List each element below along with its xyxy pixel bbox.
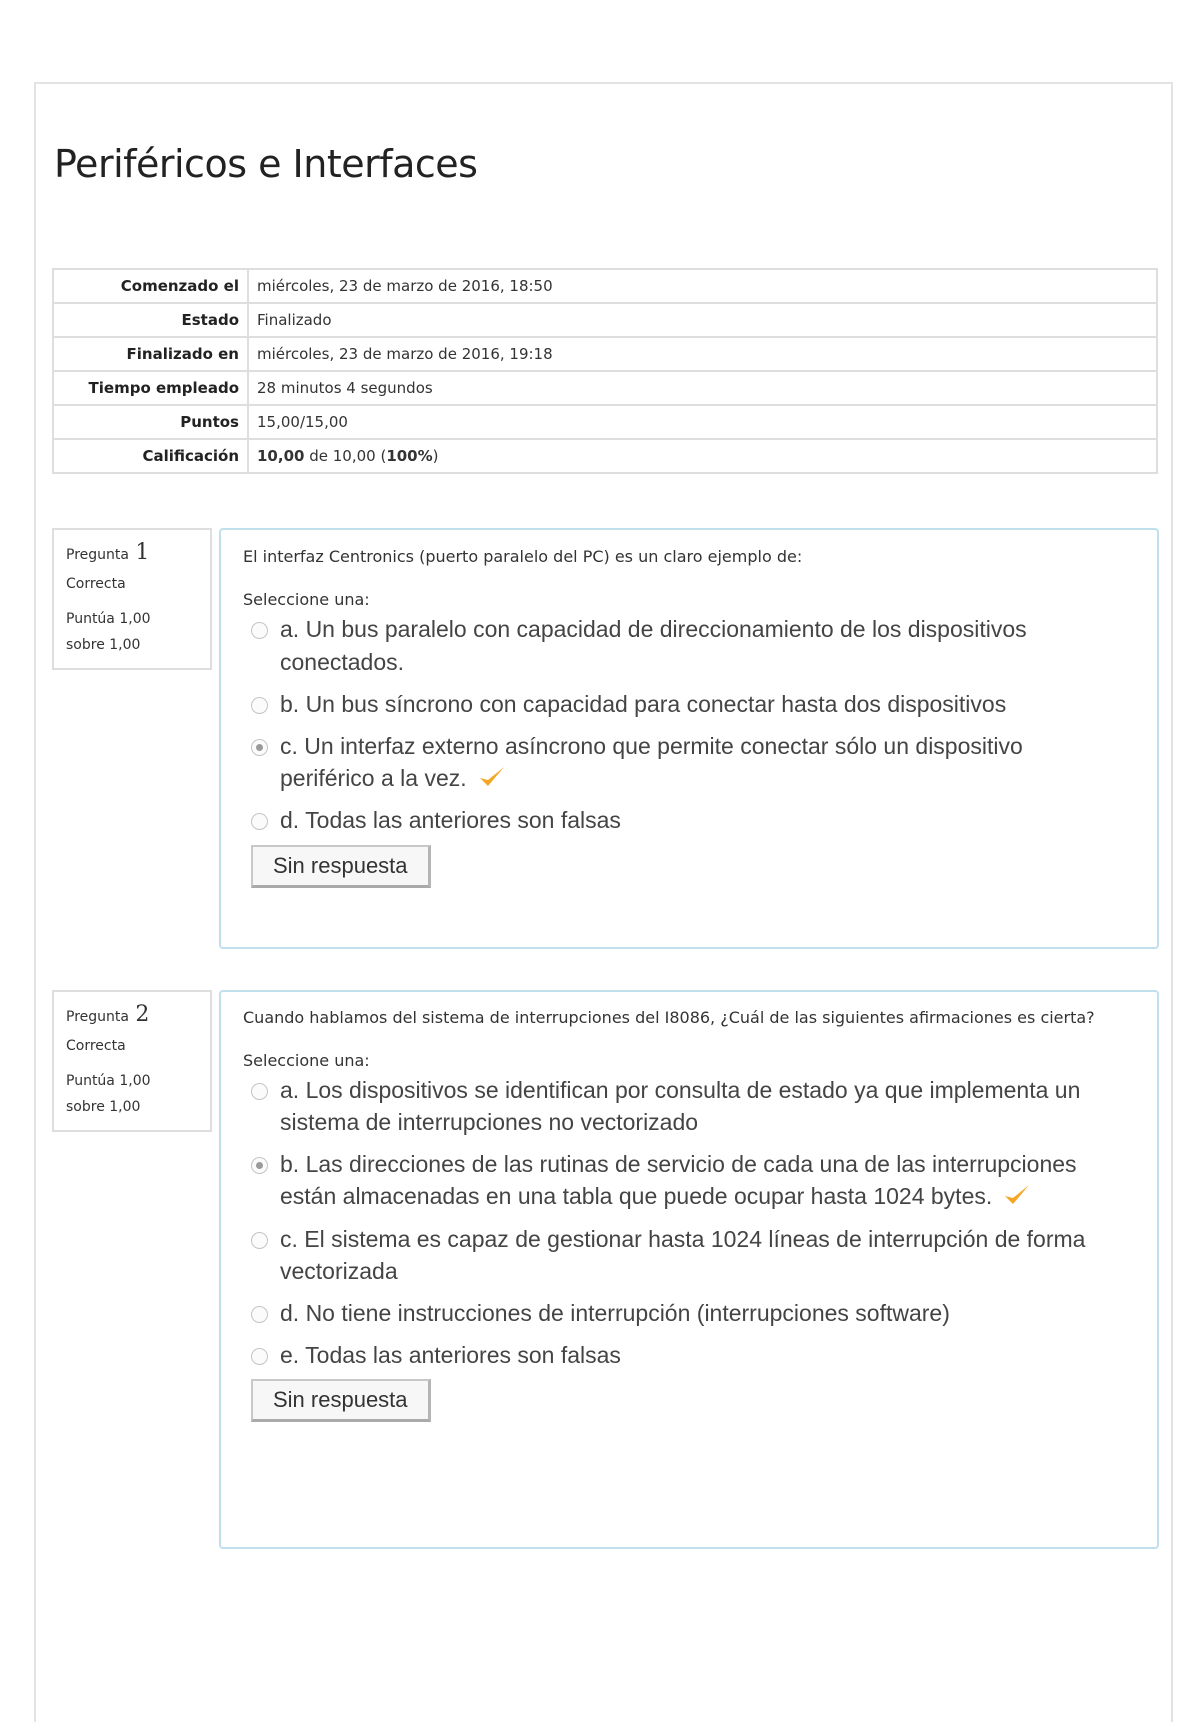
question-text: Cuando hablamos del sistema de interrupciones del I8086, ¿Cuál de las siguientes afirmaciones es cierta? [243,1008,1095,1027]
answer-text: e. Todas las anteriores son falsas [280,1342,621,1369]
radio-button-selected[interactable] [251,739,268,756]
radio-button[interactable] [251,813,268,830]
answer-text: b. Un bus síncrono con capacidad para conectar hasta dos dispositivos [280,690,1007,717]
question-grade: Puntúa 1,00 sobre 1,00 [66,611,151,654]
answer-option-d[interactable] [251,804,1135,836]
answer-option-b[interactable] [251,1148,1135,1212]
summary-label: Comenzado el [53,269,248,303]
radio-button[interactable] [251,1232,268,1249]
answer-option-c[interactable] [251,730,1135,794]
grade-of: de 10,00 ( [304,447,387,465]
grade-close: ) [432,447,439,465]
question-number: 2 [135,1002,150,1027]
summary-value: miércoles, 23 de marzo de 2016, 18:50 [248,269,1157,303]
question-info-1 [52,528,212,670]
grade-value: 10,00 [257,447,305,465]
grade-percent: 100% [386,447,433,465]
summary-value: Finalizado [248,303,1157,337]
answer-text: d. No tiene instrucciones de interrupción (interrupciones software) [280,1299,950,1326]
question-info-2 [52,990,212,1132]
answer-option-c[interactable] [251,1223,1135,1287]
question-content-2 [219,990,1159,1549]
question-state: Correcta [66,576,126,593]
answer-text: c. Un interfaz externo asíncrono que permite conectar sólo un dispositivo periférico a la vez. [280,732,1023,792]
answer-text-wrap [280,1148,1115,1212]
summary-label: Puntos [53,405,248,439]
attempt-summary-table [52,268,1158,474]
question-grade: Puntúa 1,00 sobre 1,00 [66,1073,151,1116]
question-number: 1 [135,540,150,565]
answer-option-e[interactable] [251,1339,1135,1371]
answer-text: a. Un bus paralelo con capacidad de direccionamiento de los dispositivos conectados. [280,616,1027,675]
summary-row [53,269,1157,303]
answer-option-a[interactable] [251,1074,1135,1138]
question-label: Pregunta [66,547,129,563]
summary-row [53,337,1157,371]
answer-text: a. Los dispositivos se identifican por consulta de estado ya que implementa un sistema de interrupciones no vectorizado [280,1076,1081,1135]
summary-row [53,405,1157,439]
summary-value: 28 minutos 4 segundos [248,371,1157,405]
question-text: El interfaz Centronics (puerto paralelo del PC) es un claro ejemplo de: [243,547,803,566]
answer-option-b[interactable] [251,688,1135,720]
answer-text: d. Todas las anteriores son falsas [280,807,621,834]
clear-answer-button[interactable]: Sin respuesta [251,845,431,888]
question-content-1 [219,528,1159,949]
radio-button[interactable] [251,1083,268,1100]
page-title: Periféricos e Interfaces [54,142,478,186]
summary-value: 15,00/15,00 [248,405,1157,439]
answer-text-wrap [280,730,1115,794]
summary-value: miércoles, 23 de marzo de 2016, 19:18 [248,337,1157,371]
answer-list [251,1074,1135,1372]
radio-button[interactable] [251,697,268,714]
correct-check-icon [1002,1182,1032,1208]
answer-list [251,613,1135,836]
summary-label: Estado [53,303,248,337]
select-prompt: Seleccione una: [243,590,370,610]
radio-button-selected[interactable] [251,1157,268,1174]
summary-label: Tiempo empleado [53,371,248,405]
summary-label: Finalizado en [53,337,248,371]
question-state: Correcta [66,1038,126,1055]
summary-row [53,371,1157,405]
summary-row [53,303,1157,337]
select-prompt: Seleccione una: [243,1050,370,1070]
summary-value-grade [248,439,1157,473]
radio-button[interactable] [251,622,268,639]
summary-row [53,439,1157,473]
question-label: Pregunta [66,1009,129,1025]
correct-check-icon [477,764,507,790]
answer-option-d[interactable] [251,1297,1135,1329]
summary-label: Calificación [53,439,248,473]
radio-button[interactable] [251,1348,268,1365]
answer-text: c. El sistema es capaz de gestionar hasta 1024 líneas de interrupción de forma vectorizada [280,1225,1086,1284]
radio-button[interactable] [251,1306,268,1323]
answer-option-a[interactable] [251,613,1135,677]
answer-text: b. Las direcciones de las rutinas de servicio de cada una de las interrupciones están almacenadas en una tabla que puede ocupar hasta 1024 bytes. [280,1151,1077,1210]
clear-answer-button[interactable]: Sin respuesta [251,1379,431,1422]
